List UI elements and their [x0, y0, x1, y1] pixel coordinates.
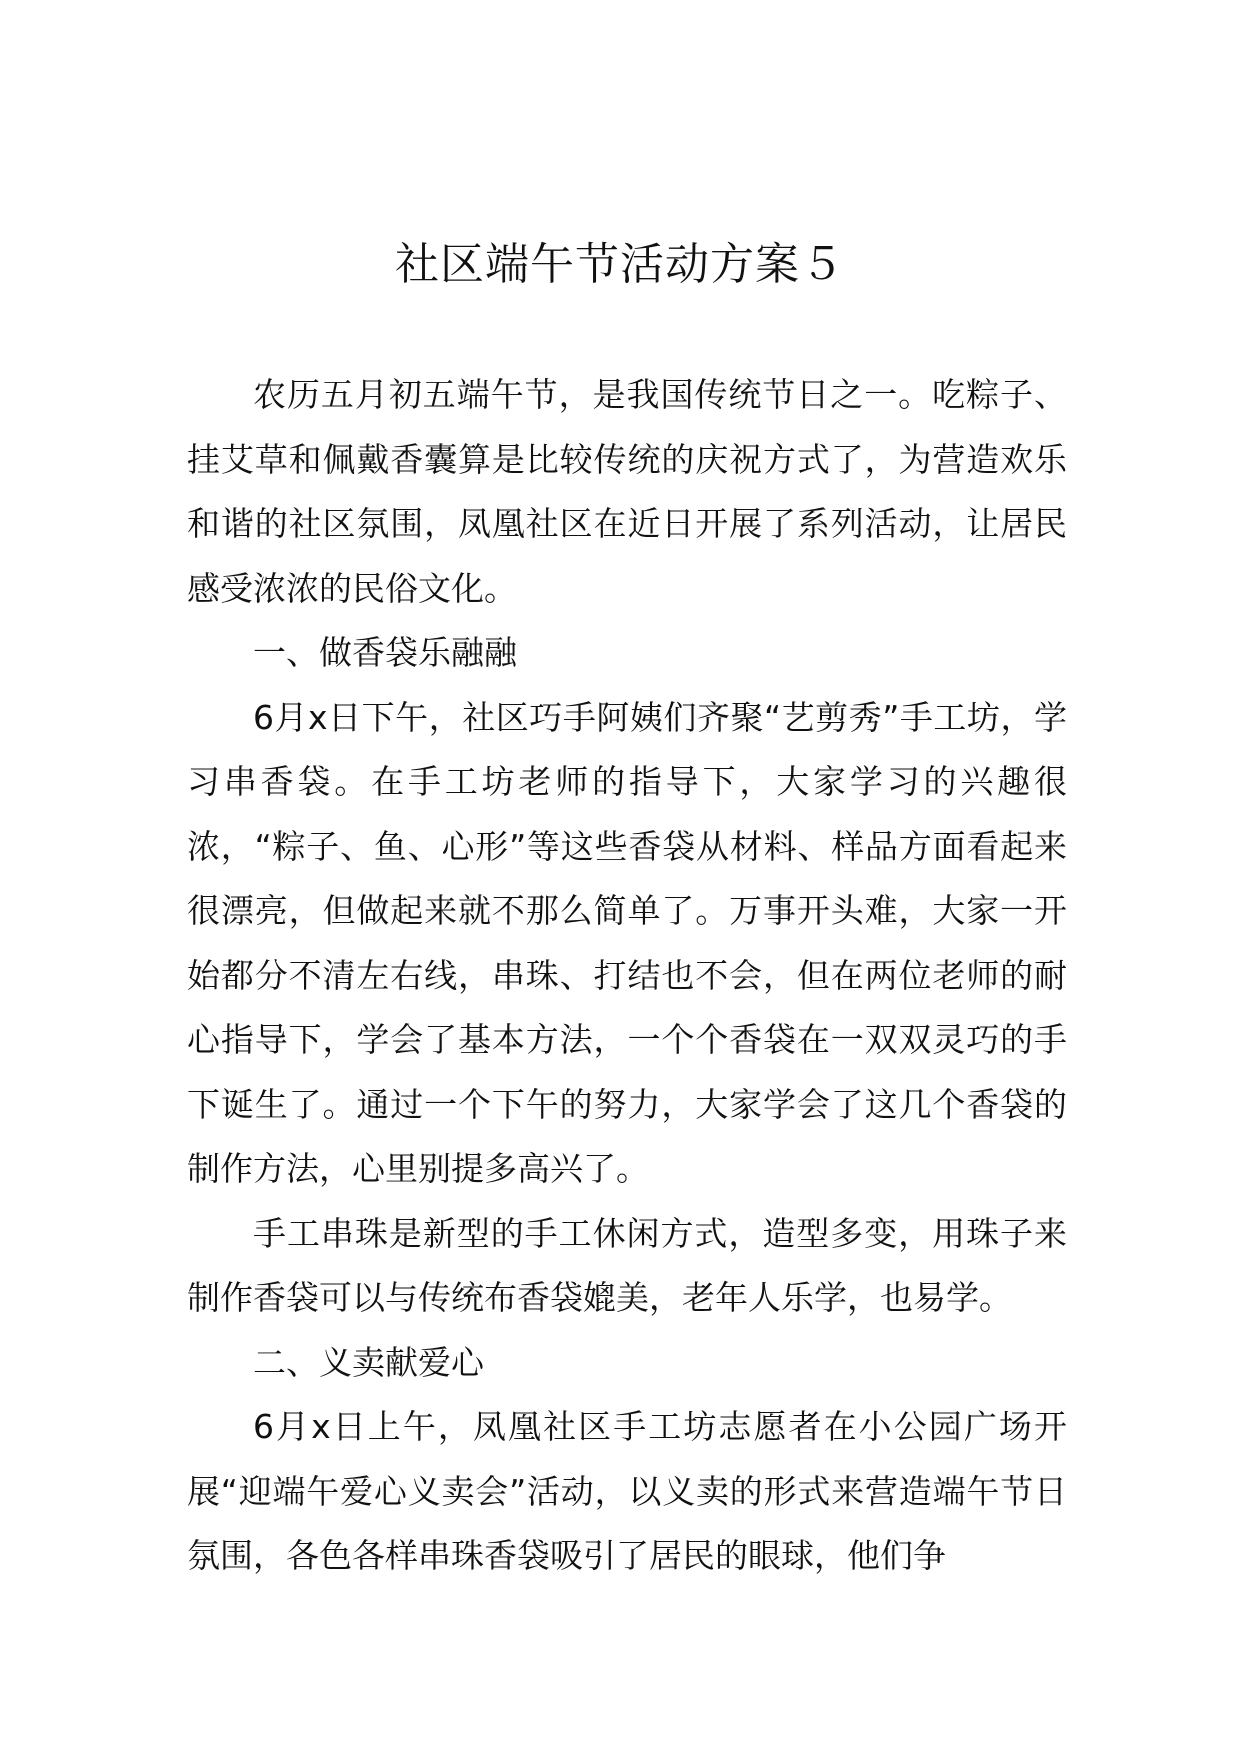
section-heading-2: 二、义卖献爱心	[253, 1342, 484, 1382]
document-body	[187, 363, 1067, 1589]
section-heading-1: 一、做香袋乐融融	[253, 633, 517, 672]
paragraph-intro: 农历五月初五端午节，是我国传统节日之一。吃粽子、挂艾草和佩戴香囊算是比较传统的庆祝方式了，为营造欢乐和谐的社区氛围，凤凰社区在近日开展了系列活动，让居民感受浓浓的民俗文化。	[187, 375, 1067, 608]
paragraph-charity-sale: 6月x日上午，凤凰社区手工坊志愿者在小公园广场开展“迎端午爱心义卖会”活动，以义卖的形式来营造端午节日氛围，各色各样串珠香袋吸引了居民的眼球，他们争	[187, 1407, 1067, 1575]
document-title: 社区端午节活动方案５	[395, 239, 845, 290]
paragraph-sachet-making: 6月x日下午，社区巧手阿姨们齐聚“艺剪秀”手工坊，学习串香袋。在手工坊老师的指导下，大家学习的兴趣很浓，“粽子、鱼、心形”等这些香袋从材料、样品方面看起来很漂亮，但做起来就不那么简单了。万事开头难，大家一开始都分不清左右线，串珠、打结也不会，但在两位老师的耐心指导下，学会了基本方法，一个个香袋在一双双灵巧的手下诞生了。通过一个下午的努力，大家学会了这几个香袋的制作方法，心里别提多高兴了。	[187, 697, 1067, 1188]
paragraph-beading: 手工串珠是新型的手工休闲方式，造型多变，用珠子来制作香袋可以与传统布香袋媲美，老年人乐学，也易学。	[187, 1213, 1067, 1317]
